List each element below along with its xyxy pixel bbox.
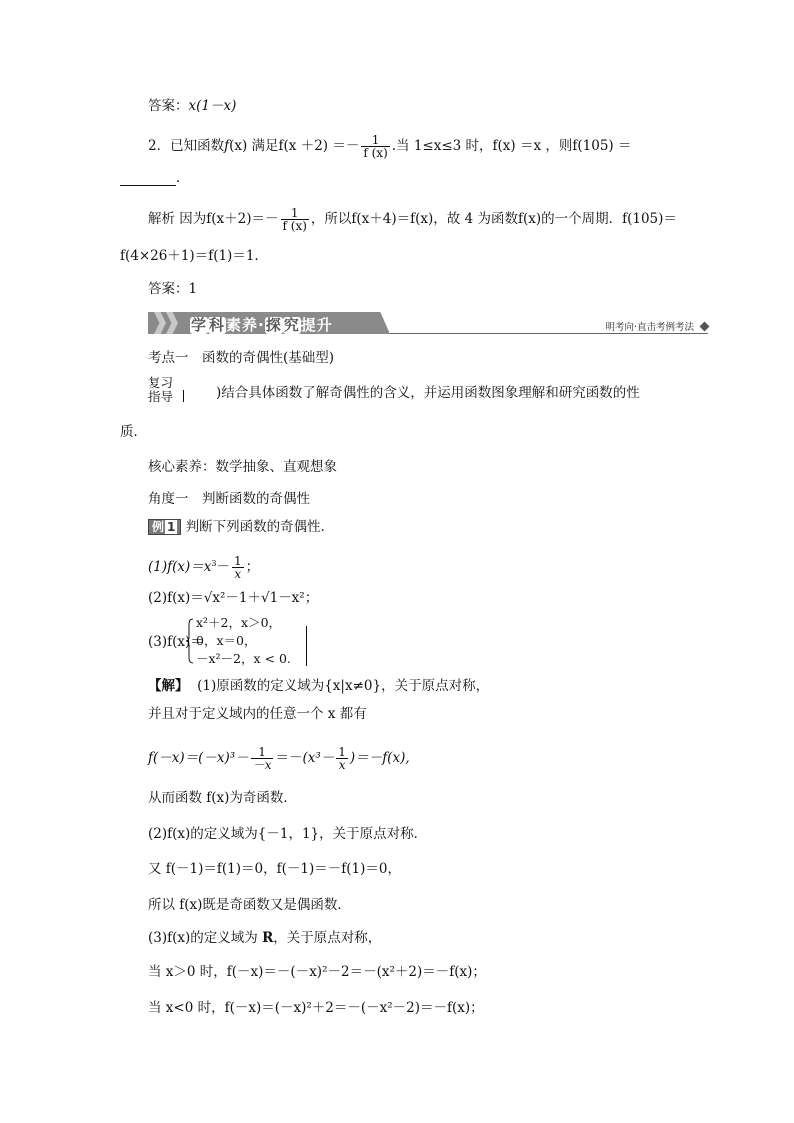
diamond-icon: [700, 322, 710, 332]
piece-case-1: x²＋2，x＞0，: [196, 615, 282, 630]
solution-line-6: 又 f(－1)＝f(1)＝0，f(－1)＝－f(1)＝0，: [148, 861, 401, 877]
example-fraction: $\frac{1}{x}$: [233, 554, 242, 581]
example-badge: 例 1: [148, 519, 181, 535]
q2-solution-line2: f(4×26＋1)＝f(1)＝1.: [120, 248, 259, 264]
angle-title: 角度一 判断函数的奇偶性: [148, 491, 310, 507]
solution-line-8: (3)f(x)的定义域为 R，关于原点对称，: [148, 930, 382, 946]
example-1: 例 1 判断下列函数的奇偶性．: [148, 519, 334, 535]
solution-line-9: 当 x＞0 时，f(－x)＝－(－x)²－2＝－(x²＋2)＝－f(x)；: [148, 964, 486, 980]
piece-case-3: －x²－2，x < 0.: [196, 651, 291, 666]
example-part-2: (2)f(x)＝√x²－1＋√1－x²；: [148, 590, 319, 606]
banner-right-text: 明考向·直击考例考法: [605, 322, 694, 333]
review-bracket: [183, 390, 185, 402]
topic-title: 考点一 函数的奇偶性(基础型): [148, 350, 335, 366]
solution-fraction-1: $\frac{1}{-x}$: [252, 745, 272, 772]
solution-line-5: (2)f(x)的定义域为{－1，1}，关于原点对称．: [148, 826, 428, 842]
review-text-2: 质．: [120, 424, 147, 440]
solution-line-7: 所以 f(x)既是奇函数又是偶函数．: [148, 897, 351, 913]
section-banner: [148, 310, 710, 336]
banner-title: 学 科素养·探 究提升: [191, 316, 333, 334]
solution-line-4: 从而函数 f(x)为奇函数．: [148, 790, 297, 806]
piece-case-2: 0，x＝0，: [196, 633, 257, 648]
example-part-1: $(1)f(x)=x^3-$ $\frac{1}{x}$ ；: [148, 554, 260, 581]
question-2-blank: ．: [120, 170, 190, 186]
solution-line-1: 【解】 (1)原函数的定义域为{x|x≠0}，关于原点对称，: [148, 678, 490, 694]
solution-line-3: f(－x)＝(－x)³－ $\frac{1}{-x}$ ＝－(x³－ $\frac{1}{x}$ )＝－f(x),: [148, 745, 410, 772]
answer-blank: [120, 171, 176, 186]
solution-line-10: 当 x<0 时，f(－x)＝(－x)²＋2＝－(－x²－2)＝－f(x)；: [148, 1000, 484, 1016]
q2-solution-fraction: $\frac{1}{f (x)}$: [282, 206, 307, 233]
question-2: 2．已知函数f(x) 满足f(x ＋2) ＝－ $\frac{1}{f (x)}$ .当 1≤x≤3 时，f(x) ＝x ，则f(105) ＝: [148, 133, 632, 160]
review-label: 复习 指导: [148, 375, 174, 404]
q2-answer: 答案：1: [148, 281, 198, 297]
brace-icon: [186, 618, 194, 664]
piece-right-bar: [306, 626, 308, 666]
example-part-3-label: (3)f(x)＝: [148, 634, 204, 650]
review-text: )结合具体函数了解奇偶性的含义，并运用函数图象理解和研究函数的性: [216, 385, 640, 401]
q2-fraction: $\frac{1}{f (x)}$: [363, 133, 388, 160]
banner-rule: [390, 333, 708, 334]
solution-fraction-2: $\frac{1}{x}$: [338, 745, 346, 772]
solution-line-2: 并且对于定义域内的任意一个 x 都有: [148, 706, 367, 722]
q1-answer: 答案：x(1－x): [148, 98, 237, 114]
q2-solution: 解析 因为f(x＋2)＝－ $\frac{1}{f (x)}$ ，所以f(x＋4)＝f(x)，故 4 为函数f(x)的一个周期．f(105)＝: [148, 206, 677, 233]
core-literacy: 核心素养：数学抽象、直观想象: [148, 459, 337, 475]
